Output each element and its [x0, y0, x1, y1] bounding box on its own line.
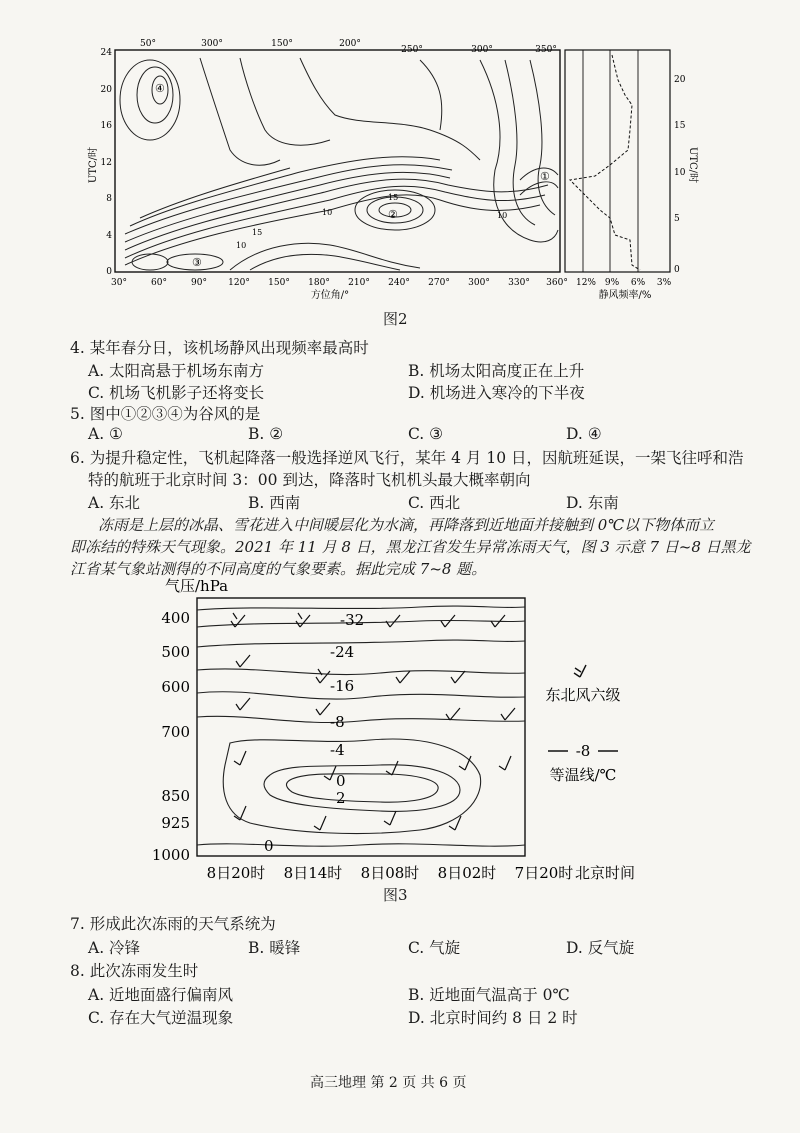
fig3-x-tick: 7日20时 [514, 864, 574, 882]
fig2-right-tick: 0 [674, 265, 680, 275]
fig2-bottom-ticks [111, 278, 568, 288]
fig2-top-tick: 300° [201, 39, 223, 49]
fig3-y-tick: 850 [161, 787, 190, 805]
fig2-left-tick: 4 [106, 231, 112, 241]
q8-option-c[interactable]: C. 存在大气逆温现象 [88, 1009, 234, 1027]
fig2-circle-label: ④ [155, 82, 165, 95]
q6-option-d[interactable]: D. 东南 [566, 494, 619, 512]
fig2-top-tick: 150° [271, 39, 293, 49]
fig3-x-tick: 8日08时 [360, 864, 420, 882]
fig3-y-tick: 700 [161, 723, 190, 741]
fig3-contour-labels [264, 611, 364, 855]
q4-option-c[interactable]: C. 机场飞机影子还将变长 [88, 384, 265, 402]
fig3-contour-label: -32 [340, 611, 365, 629]
fig2-bottom-tick: 30° [111, 278, 127, 288]
q5-option-d[interactable]: D. ④ [566, 425, 602, 443]
q6-option-a[interactable]: A. 东北 [88, 494, 141, 512]
fig2-contour-label: 15 [388, 193, 399, 202]
fig2-bottom-tick: 330° [508, 278, 530, 288]
fig2-circle-labels [155, 82, 550, 269]
figure-2 [0, 0, 800, 330]
fig3-frame [197, 598, 525, 856]
q6-option-b[interactable]: B. 西南 [248, 494, 301, 512]
fig2-bottom-tick: 180° [308, 278, 330, 288]
fig3-x-tick: 8日02时 [437, 864, 497, 882]
fig3-y-tick: 600 [161, 678, 190, 696]
q8-option-b[interactable]: B. 近地面气温高于 0℃ [408, 986, 570, 1004]
fig3-isotherms [197, 606, 525, 846]
fig2-caption: 图2 [383, 310, 408, 328]
legend-iso-value: -8 [575, 742, 591, 760]
q5-stem: 5. 图中①②③④为谷风的是 [70, 405, 261, 423]
fig2-freq-axis-label: 静风频率/% [598, 290, 652, 301]
fig3-y-tick: 925 [161, 814, 190, 832]
fig2-bottom-tick: 240° [388, 278, 410, 288]
fig2-freq-line [570, 55, 640, 270]
fig2-contour-labels [236, 193, 507, 250]
fig3-y-tick: 400 [161, 609, 190, 627]
q6-option-c[interactable]: C. 西北 [408, 494, 461, 512]
q4-stem: 4. 某年春分日，该机场静风出现频率最高时 [70, 339, 369, 357]
passage-line-2: 即冻结的特殊天气现象。2021 年 11 月 8 日，黑龙江省发生异常冻雨天气，图 3 示意 7 日~8 日黑龙 [70, 538, 751, 556]
fig2-bottom-tick: 360° [546, 278, 568, 288]
q8-option-a[interactable]: A. 近地面盛行偏南风 [88, 986, 234, 1004]
fig2-top-tick: 200° [339, 39, 361, 49]
fig3-contour-label: 0 [336, 772, 346, 790]
fig3-y-label: 气压/hPa [165, 577, 229, 595]
fig2-left-axis-label: UTC/时 [88, 146, 99, 184]
fig3-contour-label: -16 [330, 677, 355, 695]
fig2-bottom-tick: 90° [191, 278, 207, 288]
q7-stem: 7. 形成此次冻雨的天气系统为 [70, 915, 276, 933]
fig2-frame [115, 50, 560, 272]
fig2-right-tick: 10 [674, 168, 686, 178]
fig2-bottom-tick: 150° [268, 278, 290, 288]
fig2-freq-ticks [576, 278, 672, 288]
fig2-freq-tick: 6% [630, 278, 646, 288]
fig2-left-tick: 0 [106, 267, 112, 277]
q4-option-b[interactable]: B. 机场太阳高度正在上升 [408, 362, 585, 380]
q4-option-d[interactable]: D. 机场进入寒冷的下半夜 [408, 384, 585, 402]
fig3-contour-label: 2 [336, 789, 346, 807]
fig2-freq-tick: 3% [656, 278, 672, 288]
fig2-top-ticks [140, 39, 557, 55]
fig2-circle-label: ② [388, 208, 398, 221]
fig2-left-tick: 24 [100, 48, 112, 58]
fig3-contour-label: -8 [330, 713, 345, 731]
q5-option-a[interactable]: A. ① [88, 425, 123, 443]
fig2-top-tick: 300° [471, 45, 493, 55]
q7-option-b[interactable]: B. 暖锋 [248, 939, 301, 957]
q7-option-a[interactable]: A. 冷锋 [88, 939, 141, 957]
q7-option-d[interactable]: D. 反气旋 [566, 939, 635, 957]
fig2-contour-label: 10 [322, 208, 333, 217]
fig2-top-tick: 50° [140, 39, 156, 49]
fig2-left-tick: 16 [100, 121, 112, 131]
fig2-freq-tick: 12% [575, 278, 597, 288]
fig3-x-tick: 8日20时 [206, 864, 266, 882]
passage-line-1: 冻雨是上层的冰晶、雪花进入中间暖层化为水滴，再降落到近地面并接触到 0℃以下物体而立 [98, 516, 715, 534]
fig2-bottom-tick: 210° [348, 278, 370, 288]
fig2-right-ticks [674, 75, 686, 275]
q8-option-d[interactable]: D. 北京时间约 8 日 2 时 [408, 1009, 578, 1027]
q6-stem-line1: 6. 为提升稳定性，飞机起降落一般选择逆风飞行，某年 4 月 10 日，因航班延误，一架飞往呼和浩 [70, 449, 744, 467]
fig3-x-ticks [207, 864, 574, 882]
fig3-y-tick: 1000 [151, 846, 190, 864]
page-footer: 高三地理 第 2 页 共 6 页 [310, 1075, 467, 1091]
fig2-bottom-axis-label: 方位角/° [310, 290, 350, 301]
fig3-contour-label: -24 [330, 643, 355, 661]
fig2-right-tick: 5 [674, 214, 680, 224]
fig2-top-tick: 250° [401, 45, 423, 55]
fig2-circle-label: ③ [192, 256, 202, 269]
fig2-left-tick: 12 [100, 158, 112, 168]
fig2-bottom-tick: 270° [428, 278, 450, 288]
fig3-caption: 图3 [383, 886, 408, 904]
q5-option-b[interactable]: B. ② [248, 425, 284, 443]
fig3-y-tick: 500 [161, 643, 190, 661]
fig2-bottom-tick: 120° [228, 278, 250, 288]
q6-stem-line2: 特的航班于北京时间 3：00 到达，降落时飞机机头最大概率朝向 [88, 471, 531, 489]
fig2-bottom-tick: 300° [468, 278, 490, 288]
fig2-contour-label: 15 [252, 228, 263, 237]
fig3-contour-label: -4 [330, 741, 345, 759]
fig2-left-tick: 20 [100, 85, 112, 95]
passage-line-3: 江省某气象站测得的不同高度的气象要素。据此完成 7~8 题。 [70, 560, 487, 578]
q8-stem: 8. 此次冻雨发生时 [70, 962, 199, 980]
fig2-contour-label: 10 [497, 211, 508, 220]
legend-wind-label: 东北风六级 [545, 686, 621, 704]
q7-option-c[interactable]: C. 气旋 [408, 939, 461, 957]
fig2-freq-frame [565, 50, 670, 272]
fig2-freq-tick: 9% [604, 278, 620, 288]
fig2-right-tick: 20 [674, 75, 686, 85]
fig2-contour-label: 10 [236, 241, 247, 250]
fig2-contours [120, 58, 558, 270]
fig3-x-unit: 北京时间 [574, 864, 636, 882]
fig3-contour-label: 0 [264, 837, 274, 855]
fig3-x-tick: 8日14时 [283, 864, 343, 882]
legend-wind-barb-icon [574, 665, 586, 677]
q4-option-a[interactable]: A. 太阳高悬于机场东南方 [88, 362, 265, 380]
figure-3 [0, 575, 800, 895]
fig2-bottom-tick: 60° [151, 278, 167, 288]
q5-option-c[interactable]: C. ③ [408, 425, 444, 443]
fig2-left-ticks [101, 48, 113, 277]
fig2-top-tick: 350° [535, 45, 557, 55]
fig3-y-ticks [152, 609, 190, 864]
fig2-right-tick: 15 [674, 121, 686, 131]
fig2-left-tick: 8 [106, 194, 112, 204]
fig2-circle-label: ① [540, 170, 550, 183]
legend-iso-label: 等温线/℃ [549, 766, 617, 784]
fig2-right-axis-label: UTC/时 [687, 146, 698, 184]
